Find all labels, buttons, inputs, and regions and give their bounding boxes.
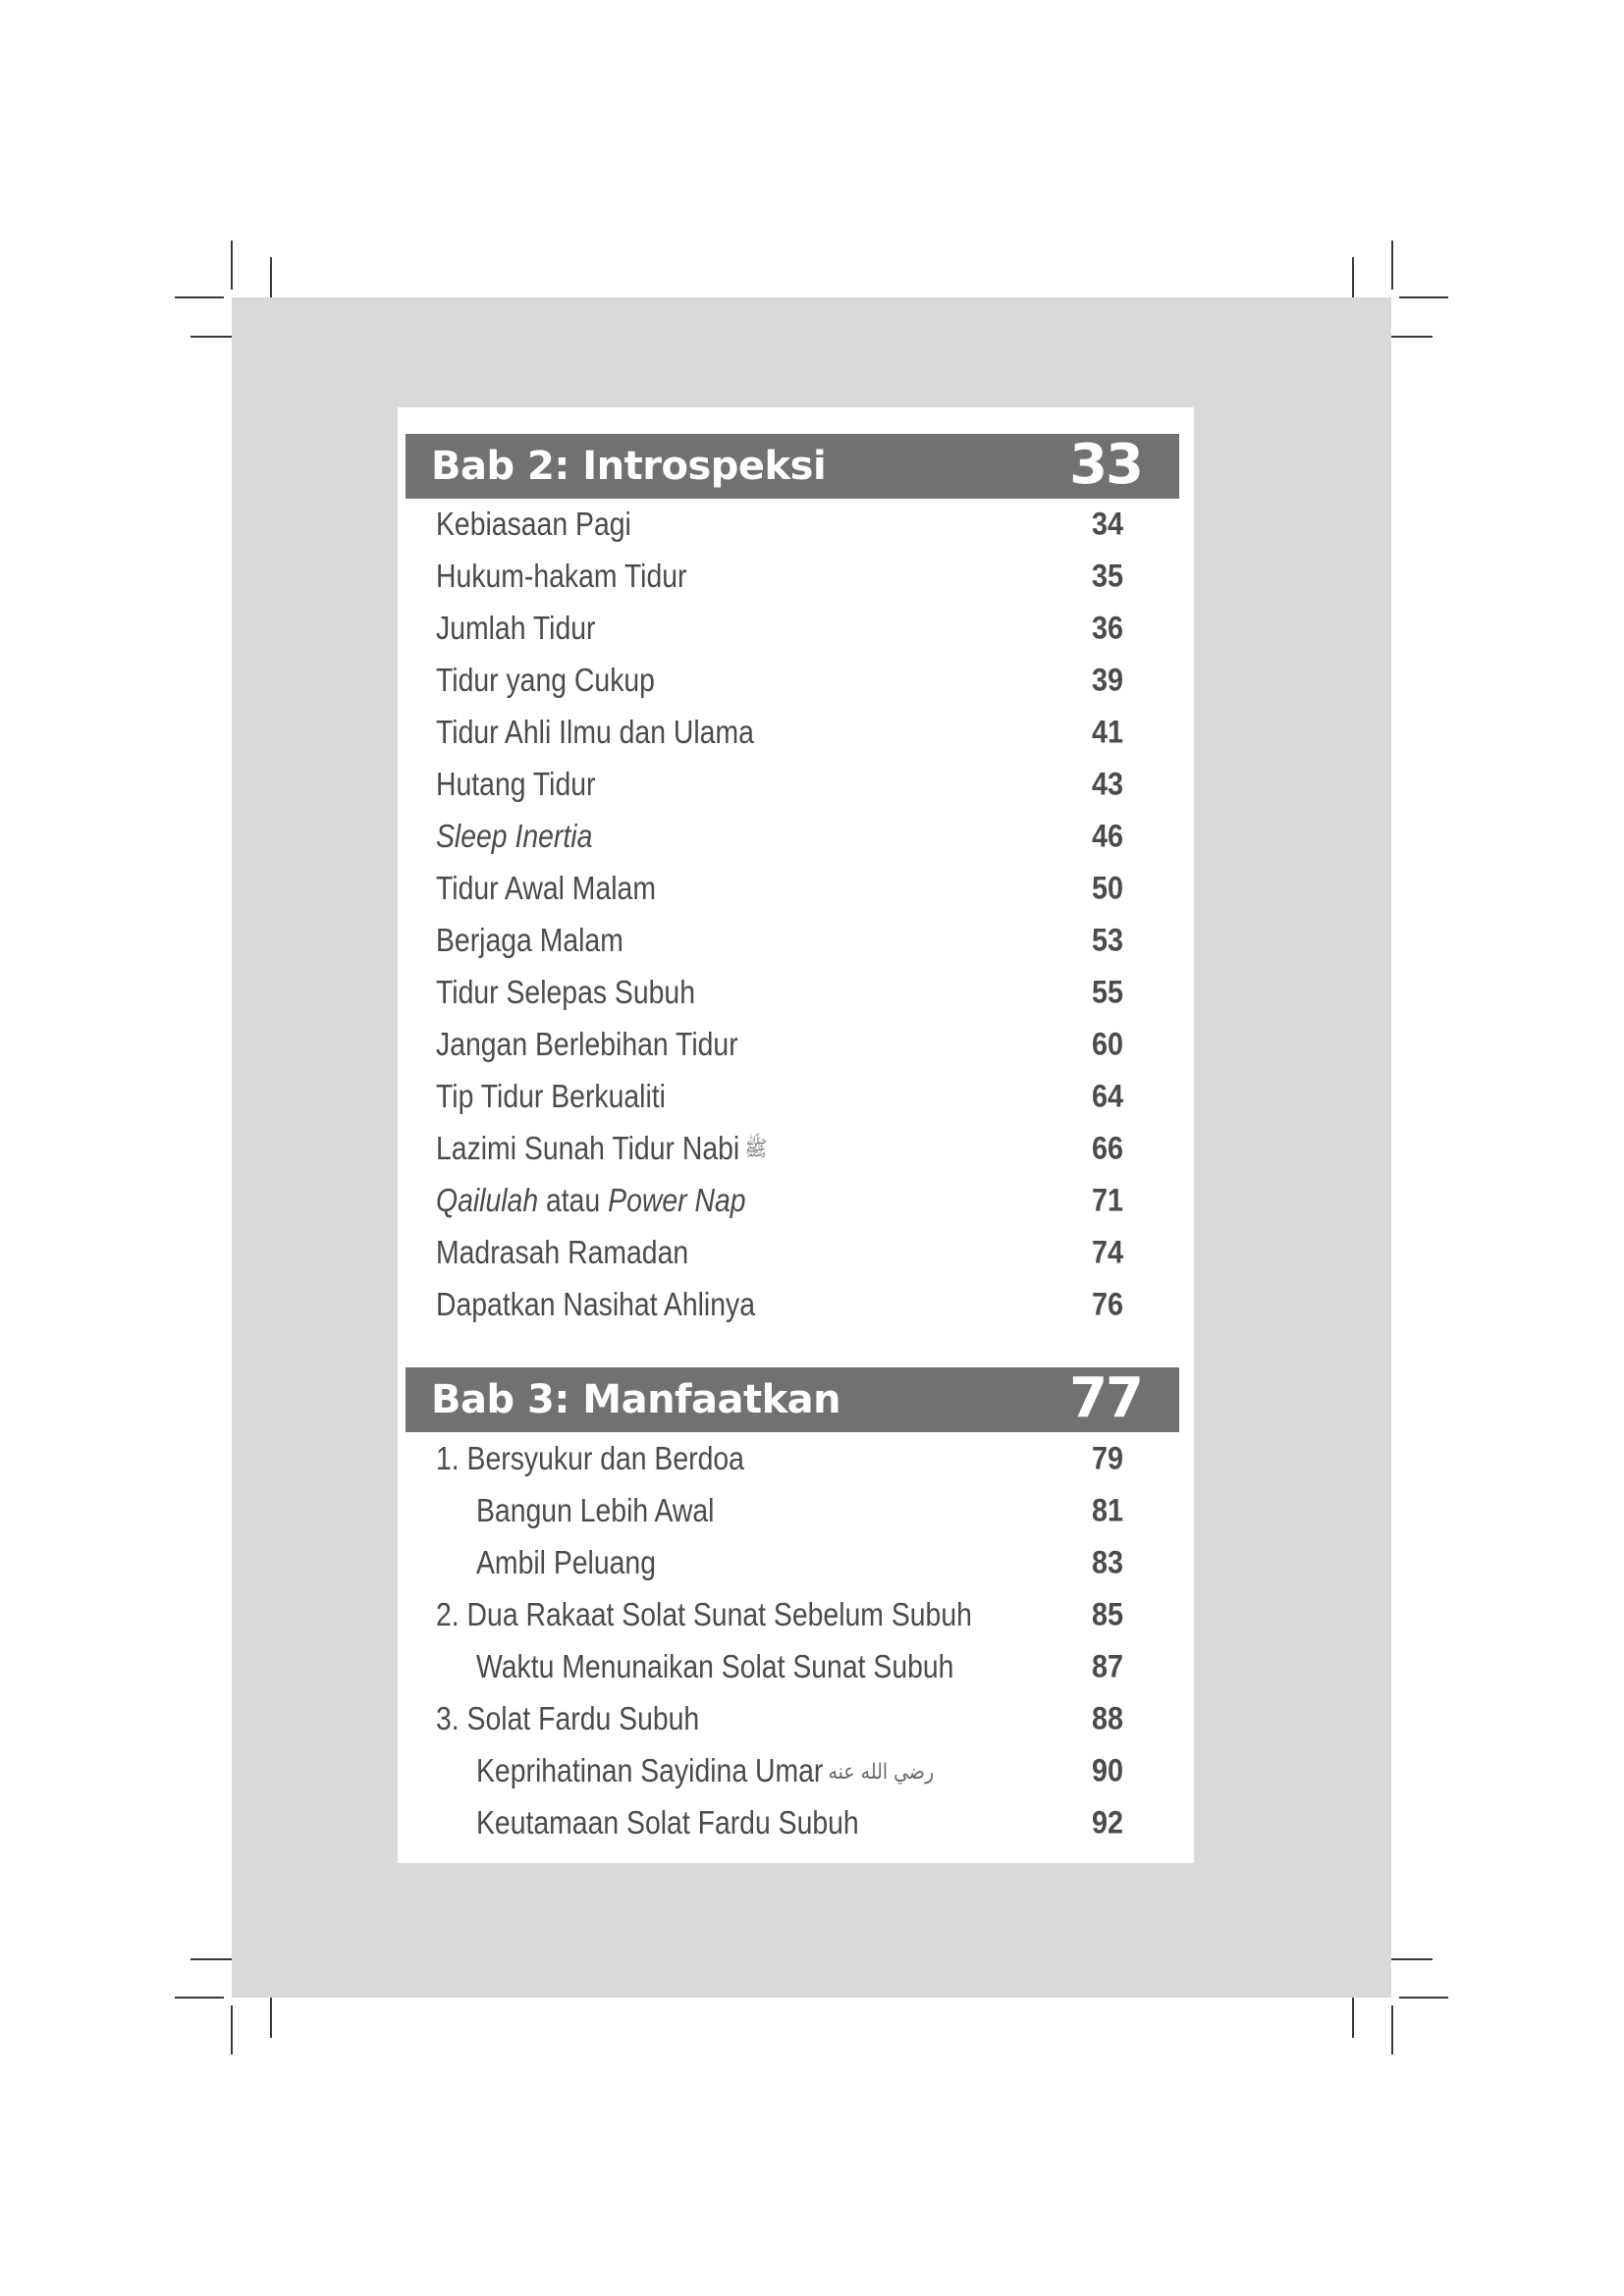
toc-entry[interactable] xyxy=(398,550,1194,602)
entry-title-part: Bangun Lebih Awal xyxy=(476,1491,715,1528)
entry-title xyxy=(476,1752,934,1789)
entry-title xyxy=(436,870,656,907)
chapter-page-number: 77 xyxy=(1069,1366,1142,1431)
entry-page-number: 87 xyxy=(1091,1648,1124,1683)
entry-page-number: 92 xyxy=(1091,1804,1124,1840)
toc-entry[interactable] xyxy=(398,1692,1194,1744)
entry-title-part: Berjaga Malam xyxy=(436,921,623,958)
crop-mark xyxy=(270,1998,272,2038)
chapter-entries-bab-2 xyxy=(398,498,1194,1330)
entry-title xyxy=(436,766,595,803)
entry-page-number: 76 xyxy=(1091,1286,1124,1321)
toc-entry[interactable] xyxy=(398,1432,1194,1484)
entry-title-part: Jumlah Tidur xyxy=(436,609,596,646)
toc-entry[interactable] xyxy=(398,966,1194,1018)
crop-mark xyxy=(1399,1997,1448,1999)
entry-page-number: 66 xyxy=(1091,1130,1124,1165)
entry-title xyxy=(436,506,631,543)
crop-mark xyxy=(1399,296,1448,298)
toc-entry[interactable] xyxy=(398,1588,1194,1640)
entry-page-number: 43 xyxy=(1091,766,1124,801)
entry-title-part: Waktu Menunaikan Solat Sunat Subuh xyxy=(476,1647,954,1684)
entry-page-number: 53 xyxy=(1091,922,1124,957)
chapter-header-bab-2[interactable] xyxy=(406,434,1179,499)
toc-subentry[interactable] xyxy=(398,1484,1194,1536)
entry-title-part: Lazimi Sunah Tidur Nabi xyxy=(436,1129,740,1166)
entry-title-part: Tidur Selepas Subuh xyxy=(436,973,696,1010)
crop-mark xyxy=(231,2005,233,2055)
entry-page-number: 88 xyxy=(1091,1700,1124,1735)
entry-title-part: Keutamaan Solat Fardu Subuh xyxy=(476,1803,859,1841)
entry-title xyxy=(436,1234,688,1271)
crop-mark xyxy=(270,257,272,297)
entry-page-number: 60 xyxy=(1091,1026,1124,1061)
entry-title xyxy=(436,1182,746,1219)
entry-title-italic-part: Qailulah xyxy=(436,1181,539,1218)
entry-title xyxy=(436,1440,744,1477)
entry-page-number: 55 xyxy=(1091,974,1124,1009)
chapter-entries-bab-3 xyxy=(398,1432,1194,1848)
entry-page-number: 39 xyxy=(1091,662,1124,697)
honorific-icon: رضي الله عنه xyxy=(828,1760,935,1786)
crop-mark xyxy=(1391,1958,1433,1960)
crop-mark xyxy=(1391,336,1433,338)
toc-entry[interactable] xyxy=(398,1122,1194,1174)
entry-title-part: Keprihatinan Sayidina Umar xyxy=(476,1751,824,1789)
entry-title xyxy=(436,1286,755,1323)
toc-subentry[interactable] xyxy=(398,1536,1194,1588)
crop-mark xyxy=(190,336,232,338)
toc-subentry[interactable] xyxy=(398,1744,1194,1796)
entry-page-number: 90 xyxy=(1091,1752,1124,1788)
entry-title xyxy=(436,1596,972,1633)
toc-entry[interactable] xyxy=(398,706,1194,758)
entry-page-number: 74 xyxy=(1091,1234,1124,1269)
entry-title-part: Tidur Awal Malam xyxy=(436,869,656,906)
crop-mark xyxy=(175,296,224,298)
entry-title xyxy=(436,818,592,855)
entry-title-part: 2. Dua Rakaat Solat Sunat Sebelum Subuh xyxy=(436,1595,972,1632)
entry-title-italic-part: Power Nap xyxy=(608,1181,746,1218)
entry-page-number: 83 xyxy=(1091,1544,1124,1579)
entry-title xyxy=(476,1544,656,1581)
chapter-title: Bab 2: Introspeksi xyxy=(431,444,827,489)
toc-entry[interactable] xyxy=(398,1174,1194,1226)
entry-page-number: 34 xyxy=(1091,506,1124,541)
entry-page-number: 46 xyxy=(1091,818,1124,853)
entry-page-number: 41 xyxy=(1091,714,1124,749)
toc-entry[interactable] xyxy=(398,1278,1194,1330)
entry-title xyxy=(476,1804,859,1842)
toc-entry[interactable] xyxy=(398,758,1194,810)
toc-entry[interactable] xyxy=(398,498,1194,550)
table-of-contents xyxy=(398,407,1194,1863)
entry-page-number: 71 xyxy=(1091,1182,1124,1217)
entry-title xyxy=(436,922,623,959)
crop-mark xyxy=(1391,2005,1393,2055)
entry-title xyxy=(436,974,695,1011)
entry-title-part: Jangan Berlebihan Tidur xyxy=(436,1025,738,1062)
crop-mark xyxy=(1391,240,1393,290)
crop-mark xyxy=(175,1997,224,1999)
chapter-title: Bab 3: Manfaatkan xyxy=(431,1377,841,1422)
toc-subentry[interactable] xyxy=(398,1640,1194,1692)
entry-title xyxy=(436,1130,767,1167)
toc-entry[interactable] xyxy=(398,810,1194,862)
toc-entry[interactable] xyxy=(398,1226,1194,1278)
toc-entry[interactable] xyxy=(398,602,1194,654)
toc-entry[interactable] xyxy=(398,1018,1194,1070)
entry-page-number: 50 xyxy=(1091,870,1124,905)
entry-page-number: 81 xyxy=(1091,1492,1124,1527)
entry-page-number: 79 xyxy=(1091,1440,1124,1475)
entry-title-part: 3. Solat Fardu Subuh xyxy=(436,1699,700,1736)
crop-mark xyxy=(1352,1998,1354,2038)
toc-entry[interactable] xyxy=(398,654,1194,706)
entry-title-part: Hukum-hakam Tidur xyxy=(436,557,687,594)
entry-title xyxy=(476,1492,714,1529)
toc-entry[interactable] xyxy=(398,1070,1194,1122)
entry-title xyxy=(436,1078,666,1115)
entry-title-part: Tip Tidur Berkualiti xyxy=(436,1077,666,1114)
entry-title xyxy=(436,610,595,647)
entry-page-number: 64 xyxy=(1091,1078,1124,1113)
chapter-header-bab-3[interactable] xyxy=(406,1367,1179,1432)
toc-entry[interactable] xyxy=(398,862,1194,914)
entry-title xyxy=(436,662,655,699)
entry-page-number: 35 xyxy=(1091,558,1124,593)
entry-title-part: Kebiasaan Pagi xyxy=(436,505,631,542)
entry-title xyxy=(436,714,754,751)
crop-mark xyxy=(231,240,233,290)
toc-subentry[interactable] xyxy=(398,1796,1194,1848)
crop-mark xyxy=(1352,257,1354,297)
entry-title xyxy=(436,1700,699,1737)
entry-title-part: Hutang Tidur xyxy=(436,765,596,802)
entry-title-part: Madrasah Ramadan xyxy=(436,1233,689,1270)
entry-title-part: atau xyxy=(538,1181,609,1218)
entry-title-part: 1. Bersyukur dan Berdoa xyxy=(436,1439,744,1476)
entry-title-part: Dapatkan Nasihat Ahlinya xyxy=(436,1285,755,1322)
entry-title xyxy=(436,1026,738,1063)
crop-mark xyxy=(190,1958,232,1960)
entry-page-number: 85 xyxy=(1091,1596,1124,1631)
entry-title-italic-part: Sleep Inertia xyxy=(436,817,593,854)
toc-entry[interactable] xyxy=(398,914,1194,966)
entry-title-part: Tidur Ahli Ilmu dan Ulama xyxy=(436,713,754,750)
entry-title-part: Ambil Peluang xyxy=(476,1543,657,1580)
entry-title xyxy=(476,1648,953,1685)
entry-title xyxy=(436,558,687,595)
chapter-page-number: 33 xyxy=(1069,433,1142,498)
honorific-icon: ﷺ xyxy=(744,1136,768,1161)
entry-title-part: Tidur yang Cukup xyxy=(436,661,655,698)
entry-page-number: 36 xyxy=(1091,610,1124,645)
